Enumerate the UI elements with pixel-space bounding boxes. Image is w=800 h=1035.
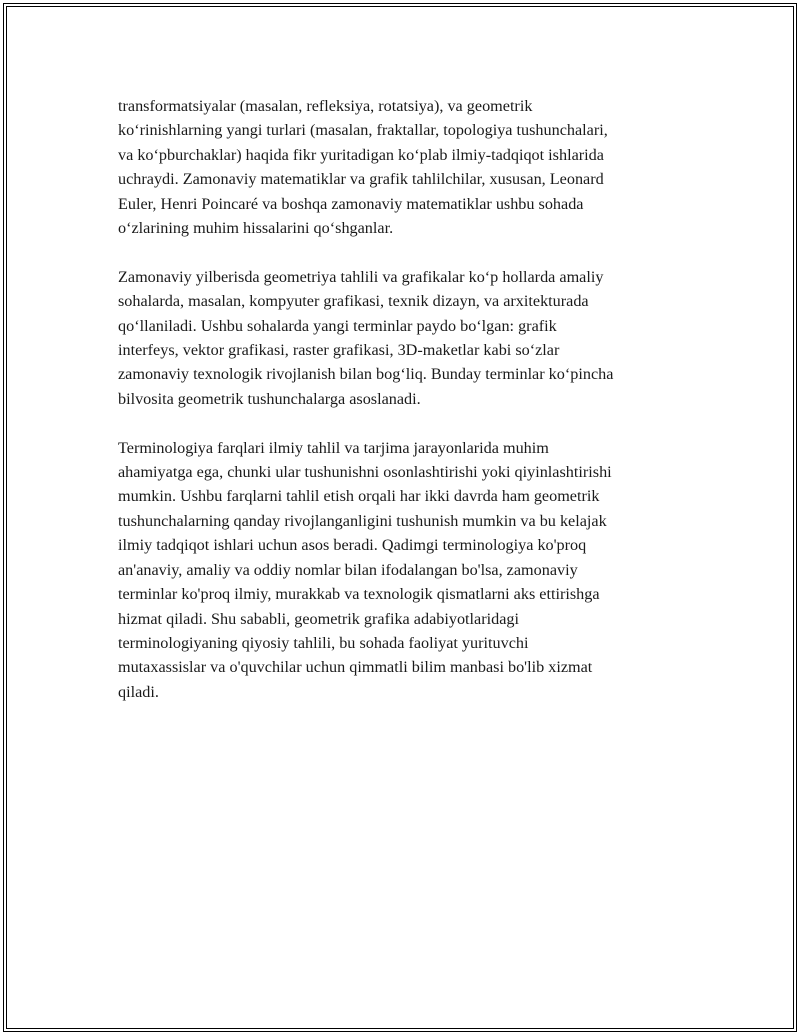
text-line: tushunchalarning qanday rivojlanganligini tushunish mumkin va bu kelajak xyxy=(118,511,607,530)
text-line: terminlar ko'proq ilmiy, murakkab va texnologik qismatlarni aks ettirishga xyxy=(118,585,600,604)
text-line: hizmat qiladi. Shu sababli, geometrik grafika adabiyotlaridagi xyxy=(118,609,519,628)
text-line: mumkin. Ushbu farqlarni tahlil etish orqali har ikki davrda ham geometrik xyxy=(118,487,600,506)
text-line: zamonaviy texnologik rivojlanish bilan bog‘liq. Bunday terminlar ko‘pincha xyxy=(118,365,614,384)
text-line: bilvosita geometrik tushunchalarga asoslanadi. xyxy=(118,389,421,408)
text-line: ahamiyatga ega, chunki ular tushunishni osonlashtirishi yoki qiyinlashtirishi xyxy=(118,463,612,482)
paragraph-3 xyxy=(118,436,688,704)
text-line: interfeys, vektor grafikasi, raster grafikasi, 3D-maketlar kabi so‘zlar xyxy=(118,341,560,360)
text-line: o‘zlarining muhim hissalarini qo‘shganlar. xyxy=(118,219,394,238)
text-line: qo‘llaniladi. Ushbu sohalarda yangi terminlar paydo bo‘lgan: grafik xyxy=(118,316,557,335)
paragraph-1 xyxy=(118,94,688,240)
text-line: va ko‘pburchaklar) haqida fikr yuritadigan ko‘plab ilmiy-tadqiqot ishlarida xyxy=(118,145,604,164)
text-line: ilmiy tadqiqot ishlari uchun asos beradi. Qadimgi terminologiya ko'proq xyxy=(118,536,587,555)
document-body xyxy=(118,94,688,729)
text-line: mutaxassislar va o'quvchilar uchun qimmatli bilim manbasi bo'lib xizmat xyxy=(118,658,593,677)
text-line: Euler, Henri Poincaré va boshqa zamonaviy matematiklar ushbu sohada xyxy=(118,194,584,213)
text-line: transformatsiyalar (masalan, refleksiya, rotatsiya), va geometrik xyxy=(118,97,533,115)
text-line: an'anaviy, amaliy va oddiy nomlar bilan ifodalangan bo'lsa, zamonaviy xyxy=(118,560,578,579)
text-line: terminologiyaning qiyosiy tahlili, bu sohada faoliyat yurituvchi xyxy=(118,633,529,652)
text-line: Zamonaviy yilberisda geometriya tahlili va grafikalar ko‘p hollarda amaliy xyxy=(118,267,604,286)
text-line: uchraydi. Zamonaviy matematiklar va grafik tahlilchilar, xususan, Leonard xyxy=(118,170,604,189)
text-line: Terminologiya farqlari ilmiy tahlil va tarjima jarayonlarida muhim xyxy=(118,438,549,457)
text-line: sohalarda, masalan, kompyuter grafikasi, texnik dizayn, va arxitekturada xyxy=(118,292,589,311)
paragraph-2 xyxy=(118,265,688,411)
text-line: ko‘rinishlarning yangi turlari (masalan, fraktallar, topologiya tushunchalari, xyxy=(118,121,608,140)
text-line: qiladi. xyxy=(118,682,159,701)
